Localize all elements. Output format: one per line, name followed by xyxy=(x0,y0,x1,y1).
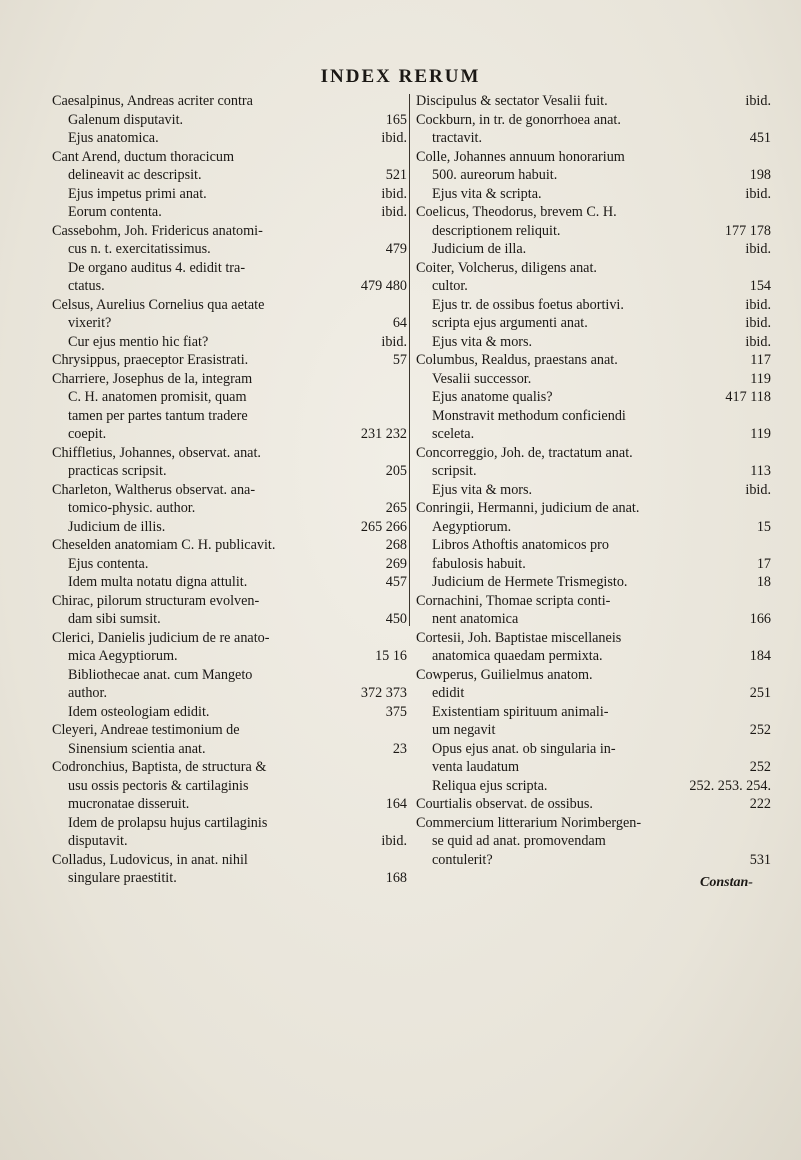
page-reference: 57 xyxy=(392,352,407,368)
page-reference: ibid. xyxy=(745,315,771,331)
index-entry xyxy=(416,333,771,352)
page-reference: ibid. xyxy=(381,185,407,202)
entry-text: Charriere, Josephus de la, integram xyxy=(52,370,253,387)
page-reference: ibid. xyxy=(381,333,407,350)
index-entry xyxy=(52,795,407,814)
page-reference: 265 266 xyxy=(360,518,407,535)
index-entry xyxy=(416,629,771,648)
entry-text: edidit xyxy=(432,685,465,701)
entry-text: Ejus tr. de ossibus foetus abortivi. xyxy=(432,296,624,313)
entry-text: Ejus impetus primi anat. xyxy=(68,185,207,202)
index-entry xyxy=(52,92,407,111)
index-entry xyxy=(416,240,771,259)
index-entry xyxy=(416,684,771,703)
index-entry xyxy=(416,814,771,833)
page-reference: 521 xyxy=(385,167,407,183)
entry-text: Cowperus, Guilielmus anatom. xyxy=(416,666,593,683)
page-reference: 231 232 xyxy=(360,426,407,442)
entry-text: Sinensium scientia anat. xyxy=(68,740,206,757)
entry-text: Reliqua ejus scripta. xyxy=(432,777,548,794)
entry-text: Cur ejus mentio hic fiat? xyxy=(68,333,209,350)
index-entry xyxy=(52,851,407,870)
index-entry xyxy=(52,610,407,629)
page-reference: ibid. xyxy=(381,204,407,220)
index-entry xyxy=(52,481,407,500)
index-entry xyxy=(52,758,407,777)
page-reference: 479 480 xyxy=(360,278,407,294)
entry-text: Columbus, Realdus, praestans anat. xyxy=(416,352,618,368)
index-entry xyxy=(416,444,771,463)
index-entry xyxy=(52,222,407,241)
index-entry xyxy=(416,351,771,370)
entry-text: contulerit? xyxy=(432,851,493,868)
page-reference: 198 xyxy=(749,167,771,183)
index-entry xyxy=(416,851,771,870)
index-entry xyxy=(52,166,407,185)
entry-text: singulare praestitit. xyxy=(68,870,177,886)
entry-text: se quid ad anat. promovendam xyxy=(432,833,606,849)
index-entry xyxy=(52,814,407,833)
index-entry xyxy=(52,869,407,888)
index-entry xyxy=(52,277,407,296)
index-entry xyxy=(52,721,407,740)
page-reference: 268 xyxy=(385,537,407,553)
page-reference: ibid. xyxy=(745,185,771,202)
entry-text: Vesalii successor. xyxy=(432,370,532,387)
index-entry xyxy=(52,370,407,389)
entry-text: Cant Arend, ductum thoracicum xyxy=(52,148,235,165)
index-entry xyxy=(416,777,771,796)
index-entry xyxy=(52,499,407,518)
index-entry xyxy=(416,425,771,444)
index-entry xyxy=(52,407,407,426)
index-entry xyxy=(52,666,407,685)
index-entry xyxy=(416,203,771,222)
index-entry xyxy=(52,314,407,333)
page-reference: 184 xyxy=(749,648,771,664)
index-entry xyxy=(416,555,771,574)
entry-text: mica Aegyptiorum. xyxy=(68,648,178,664)
index-entry xyxy=(416,832,771,851)
page-reference: 205 xyxy=(385,463,407,479)
entry-text: Bibliothecae anat. cum Mangeto xyxy=(68,666,253,683)
page-reference: 119 xyxy=(750,370,771,387)
page-reference: 117 xyxy=(750,352,771,368)
index-entry xyxy=(416,166,771,185)
entry-text: Courtialis observat. de ossibus. xyxy=(416,796,593,812)
index-entry xyxy=(52,573,407,592)
index-entry xyxy=(52,203,407,222)
index-entry xyxy=(416,592,771,611)
entry-text: scripsit. xyxy=(432,463,477,479)
entry-text: Caesalpinus, Andreas acriter contra xyxy=(52,93,253,109)
entry-text: tomico-physic. author. xyxy=(68,500,196,516)
entry-text: De organo auditus 4. edidit tra- xyxy=(68,259,246,276)
page-reference: 15 xyxy=(756,518,771,535)
page-reference: 17 xyxy=(756,555,771,572)
page-reference: 252 xyxy=(749,722,771,738)
index-entry xyxy=(52,629,407,648)
index-entry xyxy=(52,351,407,370)
page-reference: ibid. xyxy=(745,481,771,498)
page-header: INDEX RERUM xyxy=(320,66,481,87)
page-reference: 375 xyxy=(385,703,407,720)
entry-text: Cornachini, Thomae scripta conti- xyxy=(416,592,611,609)
entry-text: Aegyptiorum. xyxy=(432,518,512,535)
entry-text: fabulosis habuit. xyxy=(432,555,526,572)
index-entry xyxy=(416,666,771,685)
page-reference: ibid. xyxy=(745,296,771,313)
entry-text: Ejus contenta. xyxy=(68,555,149,572)
page-reference: ibid. xyxy=(745,333,771,350)
entry-text: Galenum disputavit. xyxy=(68,111,184,128)
index-entry xyxy=(416,610,771,629)
entry-text: coepit. xyxy=(68,426,107,442)
page-reference: 457 xyxy=(385,574,407,590)
entry-text: author. xyxy=(68,685,108,701)
entry-text: Colladus, Ludovicus, in anat. nihil xyxy=(52,851,248,868)
entry-text: tamen per partes tantum tradere xyxy=(68,407,248,424)
entry-text: Idem osteologiam edidit. xyxy=(68,703,210,720)
entry-text: ctatus. xyxy=(68,278,105,294)
entry-text: Concorreggio, Joh. de, tractatum anat. xyxy=(416,444,633,461)
index-entry xyxy=(416,259,771,278)
index-entry xyxy=(52,111,407,130)
page-reference: 23 xyxy=(392,740,407,757)
page-reference: 166 xyxy=(749,611,771,627)
entry-text: Cockburn, in tr. de gonorrhoea anat. xyxy=(416,111,621,128)
page-reference: 15 16 xyxy=(375,648,407,664)
page-reference: ibid. xyxy=(381,130,407,146)
entry-text: Charleton, Waltherus observat. ana- xyxy=(52,481,256,498)
entry-text: Judicium de illis. xyxy=(68,518,166,535)
index-entry xyxy=(52,185,407,204)
entry-text: Cheselden anatomiam C. H. publicavit. xyxy=(52,537,276,553)
page-reference: 269 xyxy=(385,555,407,572)
page-reference: 177 178 xyxy=(724,222,771,239)
index-entry xyxy=(416,185,771,204)
page-reference: 450 xyxy=(385,611,407,627)
page-reference: 154 xyxy=(749,278,771,294)
entry-text: Judicium de illa. xyxy=(432,241,527,257)
entry-text: Judicium de Hermete Trismegisto. xyxy=(432,574,628,590)
entry-text: Colle, Johannes annuum honorarium xyxy=(416,148,625,165)
index-entry xyxy=(52,592,407,611)
page-reference: 479 xyxy=(385,241,407,257)
index-entry xyxy=(52,388,407,407)
entry-text: Clerici, Danielis judicium de re anato- xyxy=(52,629,270,646)
index-entry xyxy=(52,148,407,167)
index-entry xyxy=(416,148,771,167)
entry-text: Coiter, Volcherus, diligens anat. xyxy=(416,259,597,276)
entry-text: Eorum contenta. xyxy=(68,204,162,220)
index-entry xyxy=(52,647,407,666)
entry-text: vixerit? xyxy=(68,315,112,331)
index-entry xyxy=(52,555,407,574)
page-reference: 164 xyxy=(385,796,407,812)
index-entry xyxy=(416,462,771,481)
entry-text: disputavit. xyxy=(68,833,128,849)
index-entry xyxy=(52,518,407,537)
index-entry xyxy=(416,758,771,777)
index-entry xyxy=(52,333,407,352)
entry-text: Libros Athoftis anatomicos pro xyxy=(432,537,609,553)
index-entry xyxy=(416,388,771,407)
entry-text: Ejus vita & scripta. xyxy=(432,185,542,202)
catchword: Constan- xyxy=(700,875,753,890)
entry-text: dam sibi sumsit. xyxy=(68,611,161,627)
page-reference: 252. 253. 254. xyxy=(689,777,771,794)
page-reference: 165 xyxy=(385,111,407,128)
left-column xyxy=(52,92,407,888)
entry-text: Coelicus, Theodorus, brevem C. H. xyxy=(416,204,617,220)
index-entry xyxy=(52,296,407,315)
index-entry xyxy=(416,407,771,426)
entry-text: Opus ejus anat. ob singularia in- xyxy=(432,740,616,757)
index-entry xyxy=(52,684,407,703)
index-entry xyxy=(52,259,407,278)
entry-text: Cassebohm, Joh. Fridericus anatomi- xyxy=(52,222,263,239)
index-entry xyxy=(416,481,771,500)
entry-text: scripta ejus argumenti anat. xyxy=(432,315,588,331)
page-reference: ibid. xyxy=(745,93,771,109)
index-entry xyxy=(416,296,771,315)
index-entry xyxy=(416,536,771,555)
page-reference: ibid. xyxy=(381,833,407,849)
entry-text: Monstravit methodum conficiendi xyxy=(432,407,626,424)
entry-text: sceleta. xyxy=(432,426,475,442)
entry-text: cus n. t. exercitatissimus. xyxy=(68,241,211,257)
page-reference: ibid. xyxy=(745,241,771,257)
index-entry xyxy=(52,425,407,444)
index-entry xyxy=(416,370,771,389)
index-entry xyxy=(52,462,407,481)
index-entry xyxy=(416,647,771,666)
entry-text: C. H. anatomen promisit, quam xyxy=(68,389,247,405)
entry-text: Ejus vita & mors. xyxy=(432,333,533,350)
index-entry xyxy=(416,129,771,148)
index-entry xyxy=(52,444,407,463)
page-reference: 64 xyxy=(392,315,407,331)
index-entry xyxy=(52,129,407,148)
index-entry xyxy=(416,222,771,241)
right-column xyxy=(416,92,771,869)
entry-text: venta laudatum xyxy=(432,759,520,775)
entry-text: cultor. xyxy=(432,278,468,294)
entry-text: Ejus anatomica. xyxy=(68,130,159,146)
entry-text: usu ossis pectoris & cartilaginis xyxy=(68,777,249,794)
entry-text: Chirac, pilorum structuram evolven- xyxy=(52,592,260,609)
index-entry xyxy=(416,111,771,130)
page-reference: 372 373 xyxy=(360,685,407,701)
entry-text: Idem de prolapsu hujus cartilaginis xyxy=(68,814,268,831)
entry-text: Existentiam spirituum animali- xyxy=(432,703,609,720)
entry-text: Chrysippus, praeceptor Erasistrati. xyxy=(52,352,249,368)
entry-text: tractavit. xyxy=(432,130,483,146)
index-entry xyxy=(416,518,771,537)
index-entry xyxy=(416,314,771,333)
page-reference: 417 118 xyxy=(725,389,771,405)
page-reference: 222 xyxy=(749,796,771,812)
index-entry xyxy=(416,721,771,740)
entry-text: practicas scripsit. xyxy=(68,463,167,479)
index-entry xyxy=(416,795,771,814)
entry-text: Ejus anatome qualis? xyxy=(432,389,553,405)
entry-text: 500. aureorum habuit. xyxy=(432,167,558,183)
entry-text: mucronatae disseruit. xyxy=(68,796,190,812)
page-reference: 113 xyxy=(750,463,771,479)
page-reference: 252 xyxy=(749,759,771,775)
entry-text: Celsus, Aurelius Cornelius qua aetate xyxy=(52,296,265,313)
index-entry xyxy=(52,777,407,796)
entry-text: anatomica quaedam permixta. xyxy=(432,648,603,664)
entry-text: um negavit xyxy=(432,722,496,738)
index-entry xyxy=(52,536,407,555)
index-entry xyxy=(416,277,771,296)
index-entry xyxy=(52,703,407,722)
entry-text: Codronchius, Baptista, de structura & xyxy=(52,759,267,775)
index-entry xyxy=(52,240,407,259)
entry-text: Cortesii, Joh. Baptistae miscellaneis xyxy=(416,629,622,646)
page-reference: 18 xyxy=(756,574,771,590)
index-entry xyxy=(416,573,771,592)
entry-text: nent anatomica xyxy=(432,611,519,627)
entry-text: Idem multa notatu digna attulit. xyxy=(68,574,248,590)
page-reference: 119 xyxy=(750,426,771,442)
index-entry xyxy=(52,740,407,759)
entry-text: delineavit ac descripsit. xyxy=(68,167,202,183)
entry-text: Chiffletius, Johannes, observat. anat. xyxy=(52,444,261,461)
page-reference: 451 xyxy=(749,130,771,146)
page-reference: 265 xyxy=(385,500,407,516)
index-entry xyxy=(416,703,771,722)
index-entry xyxy=(416,92,771,111)
page-reference: 251 xyxy=(749,685,771,701)
column-divider xyxy=(409,94,410,626)
entry-text: Commercium litterarium Norimbergen- xyxy=(416,814,642,831)
index-entry xyxy=(52,832,407,851)
entry-text: Cleyeri, Andreae testimonium de xyxy=(52,722,240,738)
entry-text: Discipulus & sectator Vesalii fuit. xyxy=(416,93,608,109)
index-entry xyxy=(416,740,771,759)
index-entry xyxy=(416,499,771,518)
entry-text: descriptionem reliquit. xyxy=(432,222,561,239)
page-reference: 531 xyxy=(749,851,771,868)
page-reference: 168 xyxy=(385,870,407,886)
entry-text: Ejus vita & mors. xyxy=(432,481,533,498)
entry-text: Conringii, Hermanni, judicium de anat. xyxy=(416,500,640,516)
